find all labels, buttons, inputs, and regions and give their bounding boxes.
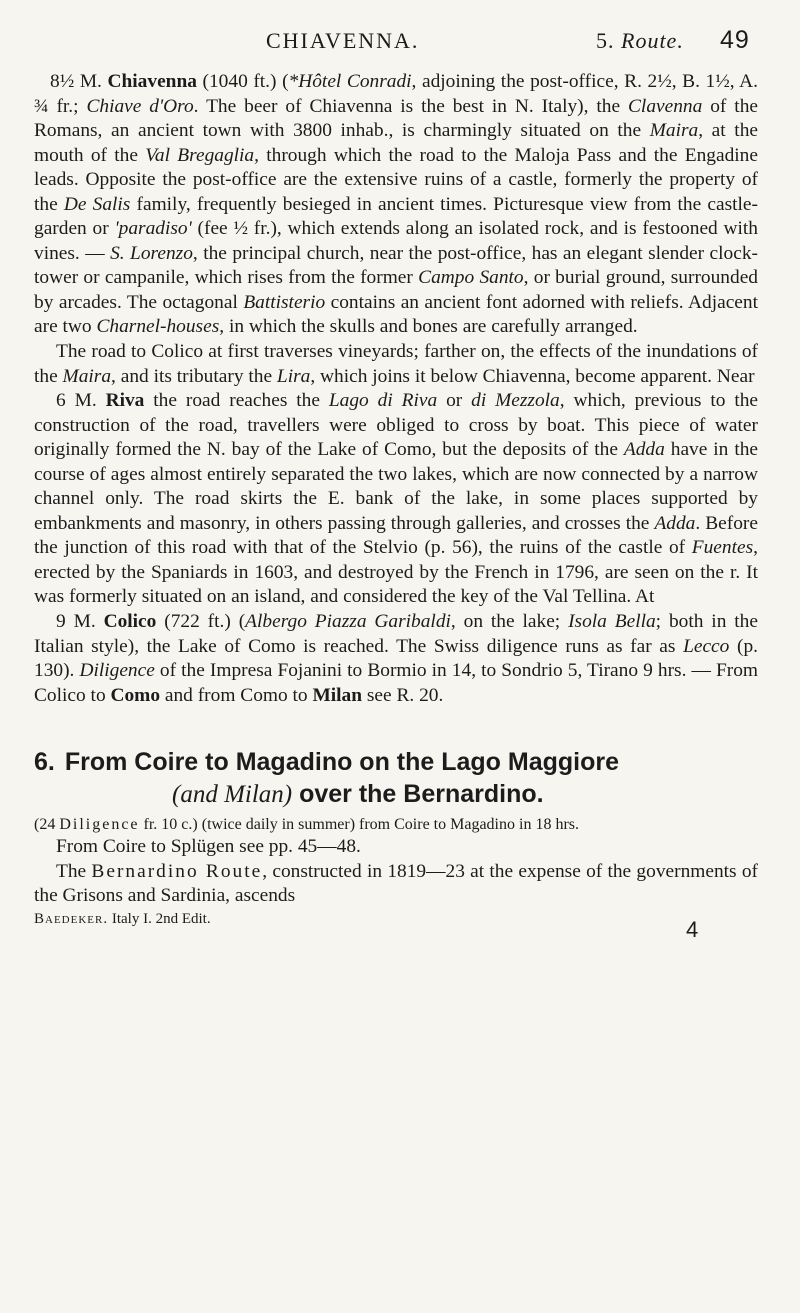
text-run: The: [56, 860, 92, 882]
text-run: contains an ancient font adorned with reliefs. Adjacent are two: [34, 291, 758, 338]
italic-term: Campo Santo: [418, 267, 524, 289]
italic-term: De Salis: [63, 193, 131, 215]
text-run: . The beer of Chiavenna is the best in N. Italy), the: [193, 95, 628, 117]
publisher-name: Baedeker.: [34, 910, 109, 927]
text-run: or: [437, 390, 472, 412]
route-section: [34, 746, 758, 909]
hotel-name: Isola Bella: [568, 611, 656, 633]
text-run: of the Romans, an ancient town with 3800 inhab., is charmingly situated on the: [34, 95, 758, 142]
section-title: [34, 746, 758, 778]
text-run: From: [56, 836, 103, 858]
text-run: , erected by the Spaniards in 1603, and destroyed by the French in 1796, are seen on the r. It was formerly situated on an island, and considered the key of the Val Tellina. At: [34, 537, 758, 608]
main-text: [34, 70, 758, 708]
italic-term: Coire: [102, 836, 146, 858]
page-number: 49: [720, 26, 750, 54]
spaced-term: Diligence: [59, 816, 140, 834]
book-page: [34, 26, 759, 942]
italic-term: 'paradiso': [114, 218, 192, 240]
hotel-name: Chiave d'Oro: [86, 95, 194, 117]
section-subtitle: [172, 778, 758, 811]
place-name: Colico: [103, 611, 157, 633]
text-run: , the principal church, near the post-office, has an elegant slender clock-tower or campanile, which rises from the former: [34, 242, 758, 289]
paragraph-chiavenna: [34, 70, 758, 340]
text-run: , and its tributary the: [111, 365, 277, 387]
italic-term: Clavenna: [628, 95, 703, 117]
text-run: of the Impresa Fojanini to Bormio in 14, to Sondrio 5, Tirano 9 hrs. — From Colico to: [34, 660, 758, 706]
italic-term: S. Lorenzo: [110, 242, 193, 264]
paragraph-road-colico: [34, 340, 758, 389]
italic-term: Adda: [654, 512, 696, 534]
route-word: Route.: [621, 28, 684, 53]
text-run: and from Como to: [160, 684, 313, 706]
running-header: [34, 28, 758, 58]
italic-term: Battisterio: [243, 291, 326, 313]
text-run: The road to Colico at first traverses vineyards; farther on, the effects of the inundations of the: [34, 341, 758, 387]
italic-term: Fuentes: [691, 537, 754, 559]
text-run: (p. 130).: [34, 635, 758, 682]
text-run: family, frequently besieged in ancient times. Picturesque view from the castle-garden or: [34, 193, 758, 240]
text-run: see pp. 45—48.: [234, 836, 361, 858]
hotel-name: Albergo Piazza Garibaldi: [245, 611, 451, 633]
text-run: . Before the junction of this road with that of the Stelvio (p. 56), the ruins of the castle of: [34, 512, 758, 559]
paragraph-colico: [34, 610, 758, 708]
text-run: , through which the road to the Maloja Pass and the Engadine leads. Opposite the post-office are the extensive ruins of a castle, formerly the property of the: [34, 144, 758, 215]
place-name: Milan: [312, 684, 363, 706]
text-run: , adjoining the post-office, R. 2½, B. 1½, A. ¾ fr.;: [34, 71, 758, 117]
place-name: Riva: [105, 390, 145, 412]
text-run: , which, previous to the construction of the road, travellers were obliged to cross by boat. This piece of water originally formed the N. bay of the Lake of Como, but the deposits of the: [34, 390, 759, 461]
text-run: to: [145, 836, 171, 858]
text-run: 6 M.: [56, 390, 106, 412]
paragraph-riva: [34, 389, 758, 610]
italic-term: Adda: [623, 439, 665, 461]
text-run: , at the mouth of the: [34, 120, 758, 166]
italic-term: Lira: [276, 365, 311, 387]
italic-term: Splügen: [170, 836, 235, 858]
text-run: , in which the skulls and bones are carefully arranged.: [219, 316, 638, 338]
text-run: (fee ½ fr.), which extends along an isolated rock, and is festooned with vines. —: [34, 218, 759, 264]
italic-term: Maira: [62, 365, 112, 387]
section-text: [34, 835, 758, 909]
edition-label: Italy I. 2nd Edit.: [108, 910, 211, 927]
text-run: , on the lake;: [450, 611, 569, 633]
diligence-note: [34, 815, 758, 835]
spaced-term: Bernardino Route: [91, 860, 263, 882]
page-footer: [34, 910, 758, 942]
text-run: see R. 20.: [362, 684, 444, 706]
section-title-line2: over the Bernardino.: [292, 780, 544, 809]
place-name: Como: [110, 684, 161, 706]
paragraph-bernardino: [34, 860, 758, 909]
hotel-name: *Hôtel Conradi: [288, 71, 412, 92]
section-title-line1: From Coire to Magadino on the Lago Maggiore: [64, 748, 620, 777]
text-run: have in the course of ages almost entirely separated the two lakes, which are now connected by a narrow channel only. The road skirts the E. bank of the lake, in some places supported by embankments and masonry, in others passing through galleries, and crosses the: [34, 439, 759, 534]
italic-term: Val Bregaglia: [145, 144, 255, 166]
italic-term: Lago di Riva: [328, 390, 438, 412]
publisher-imprint: [34, 911, 211, 928]
text-run: 9 M.: [56, 611, 104, 633]
italic-term: Maira: [649, 120, 699, 142]
italic-term: Lecco: [683, 635, 730, 657]
section-number: 6.: [34, 748, 55, 777]
text-run: , or burial ground, surrounded by arcades. The octagonal: [34, 267, 758, 313]
text-run: (24: [34, 816, 60, 834]
text-run: 8½ M.: [50, 71, 108, 92]
italic-term: Charnel-houses: [96, 316, 220, 338]
route-label: [596, 28, 684, 54]
text-run: (twice daily in summer) from Coire to Magadino in 18 hrs.: [197, 816, 579, 834]
text-run: ; both in the Italian style), the Lake of Como is reached. The Swiss diligence runs as far as: [34, 611, 758, 657]
running-title: CHIAVENNA.: [266, 28, 420, 53]
fare: fr. 10 c.): [143, 816, 198, 834]
paragraph-from-coire: [34, 835, 758, 860]
section-paren: (and Milan): [172, 781, 293, 809]
italic-term: Diligence: [79, 660, 155, 682]
signature-mark: 4: [686, 916, 699, 942]
text-run: , which joins it below Chiavenna, become apparent. Near: [310, 365, 755, 387]
text-run: (1040 ft.) (: [196, 71, 289, 92]
route-number: 5.: [596, 28, 615, 53]
text-run: the road reaches the: [144, 390, 329, 412]
place-name: Chiavenna: [107, 71, 197, 92]
text-run: , constructed in 1819—23 at the expense of the governments of the Grisons and Sardinia, ascends: [34, 860, 759, 907]
text-run: (722 ft.) (: [156, 611, 246, 633]
italic-term: di Mezzola: [471, 390, 560, 412]
